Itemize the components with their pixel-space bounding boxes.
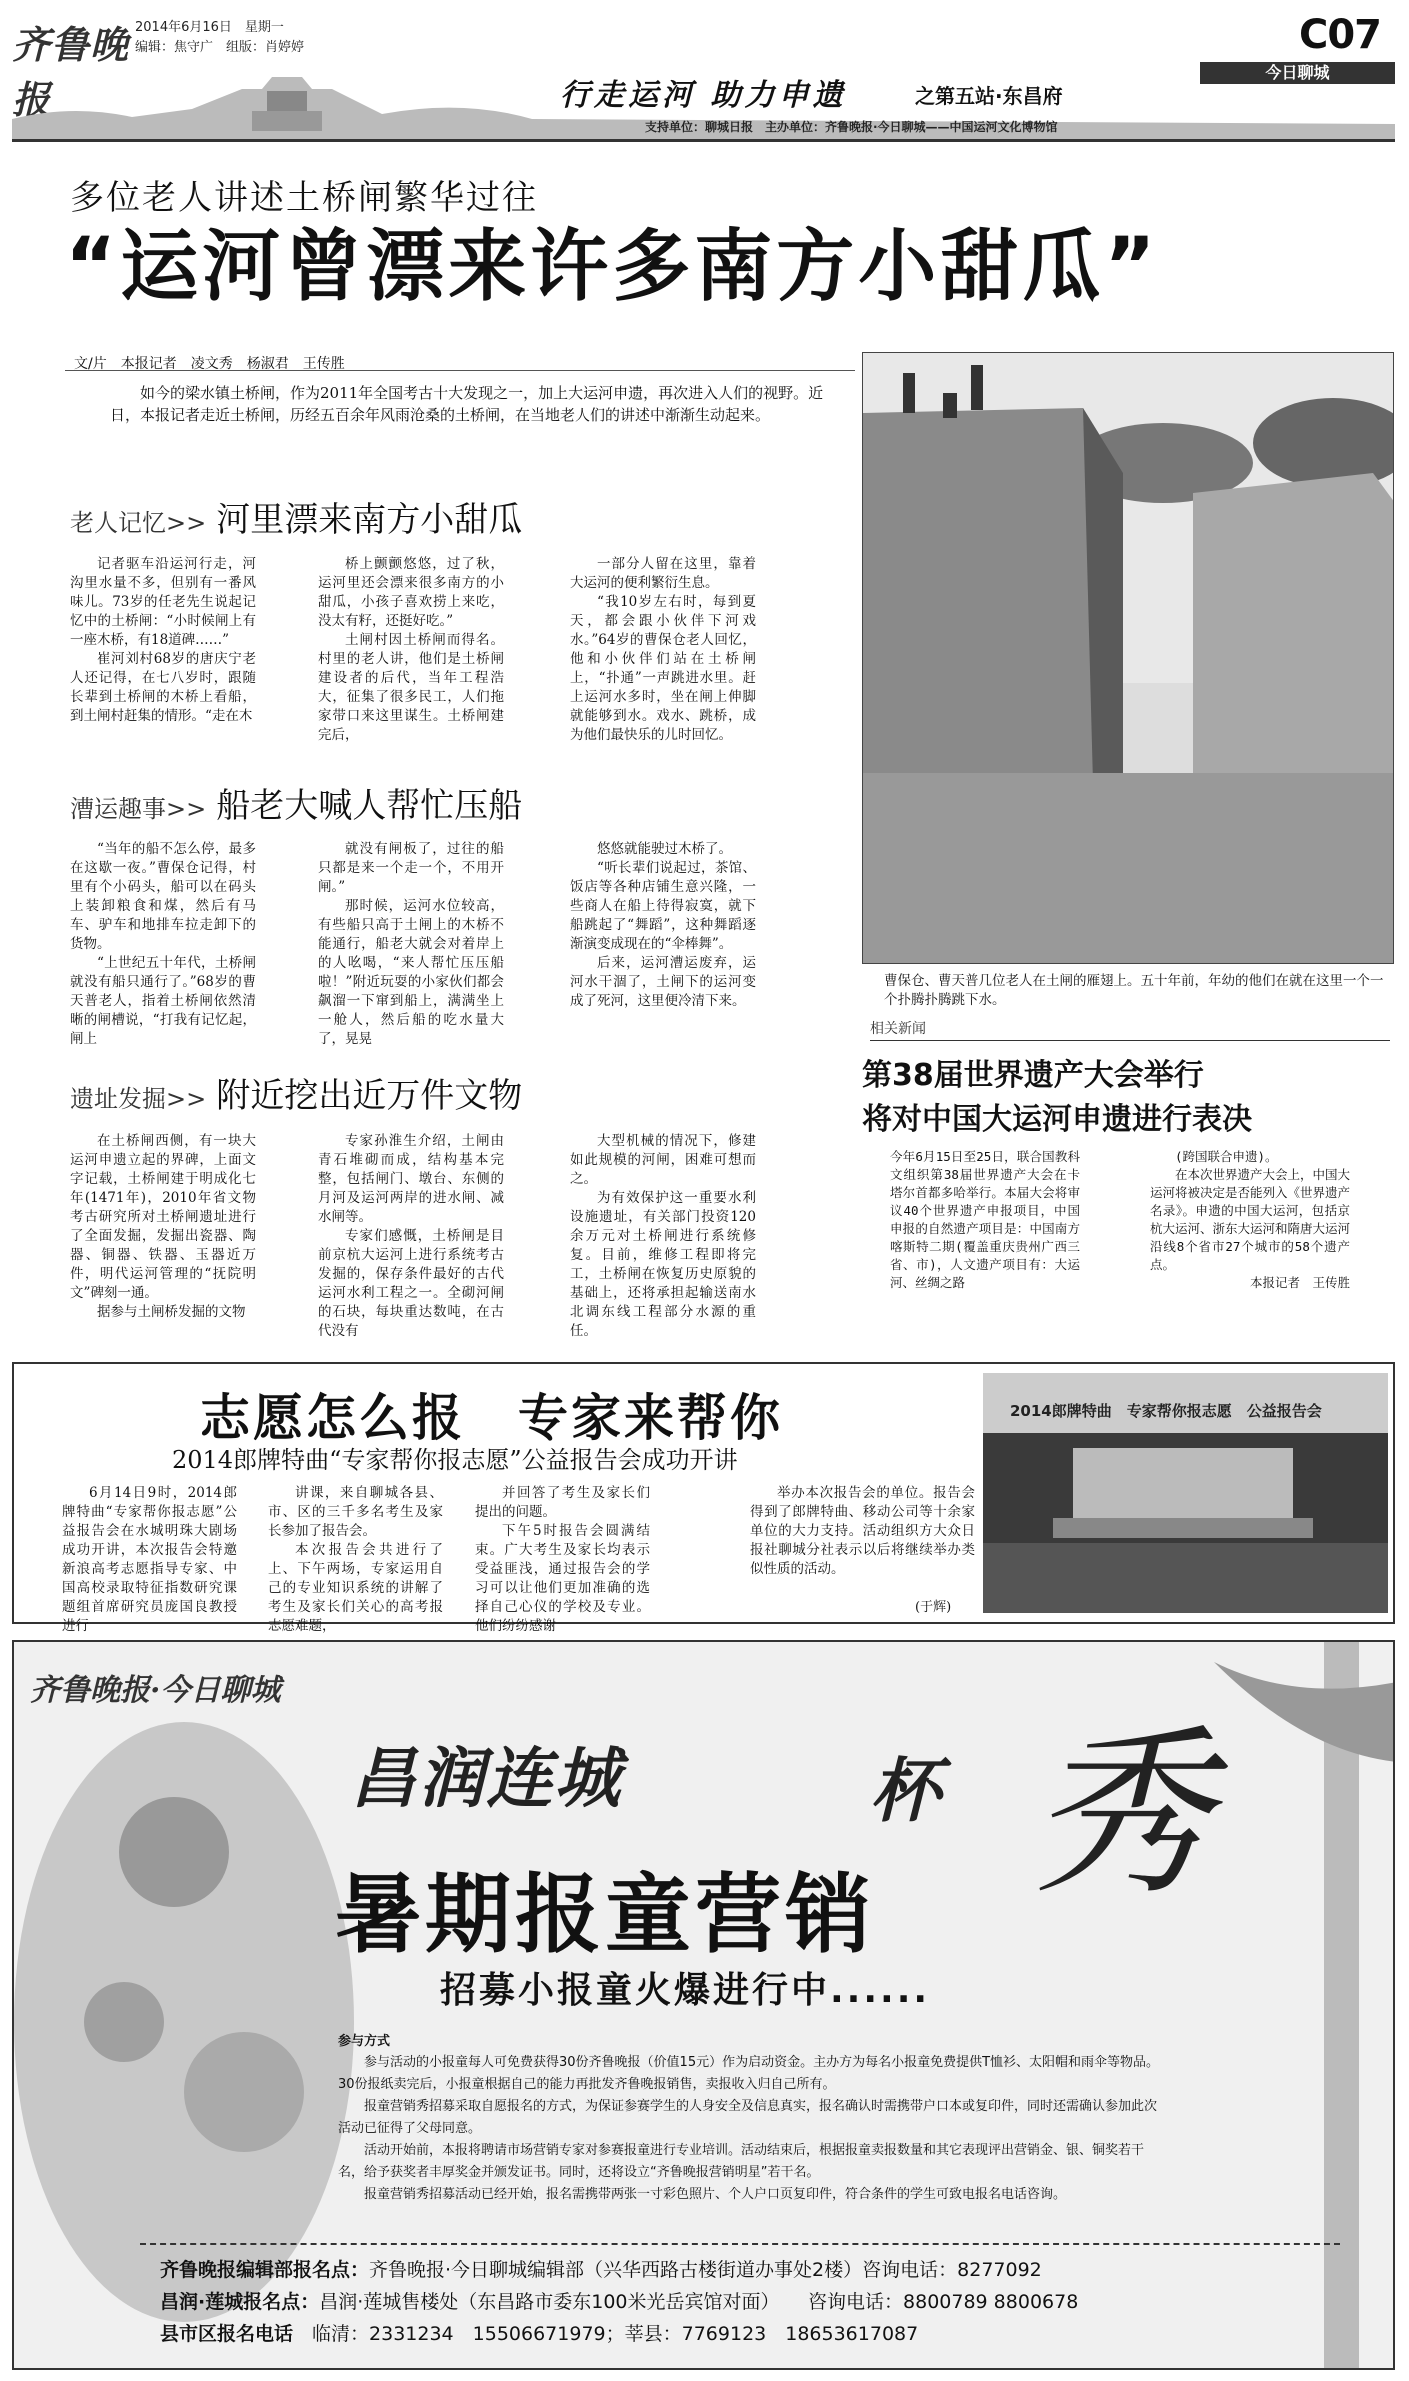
ad-rules-title: 参与方式 xyxy=(338,2034,391,2049)
paragraph: 据参与土闸桥发掘的文物 xyxy=(97,1304,246,1320)
ad-contact-label: 县市区报名电话 xyxy=(160,2323,294,2345)
volunteer-column: 举办本次报告会的单位。报告会得到了郎牌特曲、移动公司等十余家单位的大力支持。活动组织方大众日报社聊城分社表示以后将继续举办类似性质的活动。 xyxy=(750,1485,975,1577)
paragraph: 在本次世界遗产大会上，中国大运河将被决定是否能列入《世界遗产名录》。申遗的中国大运河，包括京杭大运河、浙东大运河和隋唐大运河沿线8个省市27个城市的58个遗产点。 xyxy=(1150,1167,1351,1272)
ad-contact xyxy=(160,2255,1042,2282)
related-news-tag: 相关新闻 xyxy=(870,1018,1390,1041)
ad-contact-text: 昌润·莲城售楼处（东昌路市委东100米光岳宾馆对面） 咨询电话：8800789 8800678 xyxy=(319,2291,1079,2313)
section-heading xyxy=(70,778,522,827)
related-column: 今年6月15日至25日，联合国教科文组织第38届世界遗产大会在卡塔尔首都多哈举行。本届大会将审议40个世界遗产申报项目，中国申报的自然遗产项目是：中国南方喀斯特二期(覆盖重庆贵州广西三省、市)，人文遗产项目有：大运河、丝绸之路 xyxy=(890,1149,1080,1290)
paragraph: 悠悠就能驶过木桥了。 xyxy=(597,841,732,857)
related-reporter: 本报记者 王传胜 xyxy=(1249,1275,1350,1290)
paragraph: 记者驱车沿运河行走，河沟里水量不多，但别有一番风味儿。73岁的任老先生说起记忆中的土桥闸：“小时候闸上有一座木桥，有18道碑……” xyxy=(70,556,256,648)
ad-cup-label: 杯 xyxy=(870,1749,940,1832)
paragraph: “当年的船不怎么停，最多在这歇一夜。”曹保仓记得，村里有个小码头，船可以在码头上装卸粮食和煤，然后有马车、驴车和地排车拉走卸下的货物。 xyxy=(70,841,256,952)
ad-cup-name: 昌润连城 xyxy=(350,1739,622,1817)
text-column xyxy=(570,555,756,745)
ad-brand: 齐鲁晚报·今日聊城 xyxy=(30,1673,281,1708)
article-lead: 如今的梁水镇土桥闸，作为2011年全国考古十大发现之一，加上大运河申遗，再次进入人们的视野。近日，本报记者走近土桥闸，历经五百余年风雨沧桑的土桥闸，在当地老人们的讲述中渐渐生动起来。 xyxy=(110,384,824,424)
paragraph: 后来，运河漕运废弃，运河水干涸了，土闸下的运河变成了死河，这里便冷清下来。 xyxy=(570,955,756,1009)
banner-subtitle: 之第五站·东昌府 xyxy=(915,84,1063,108)
photo-caption: 曹保仓、曹天普几位老人在土闸的雁翅上。五十年前，年幼的他们在就在这里一个一个扑腾扑腾跳下水。 xyxy=(884,973,1384,1008)
paragraph: 讲课，来自聊城各县、市、区的三千多名考生及家长参加了报告会。 xyxy=(268,1485,443,1539)
paragraph: 土闸村因土桥闸而得名。村里的老人讲，他们是土桥闸建设者的后代，当年工程浩大，征集了很多民工，人们拖家带口来这里谋生。土桥闸建完后， xyxy=(318,632,504,743)
ad-rules xyxy=(338,2052,1168,2206)
ad-calligraphy: 秀 xyxy=(1030,1710,1211,1919)
article-headline: “运河曾漂来许多南方小甜瓜” xyxy=(65,222,1160,312)
lecture-photo-banner: 2014郎牌特曲 专家帮你报志愿 公益报告会 xyxy=(1010,1402,1322,1420)
ad-contact xyxy=(160,2319,918,2346)
section-heading xyxy=(70,492,522,541)
related-column-text xyxy=(1150,1148,1350,1274)
related-title: 将对中国大运河申遗进行表决 xyxy=(862,1102,1252,1137)
paragraph: “上世纪五十年代，土桥闸就没有船只通行了。”68岁的曹天普老人，指着土桥闸依然清晰的闸槽说，“打我有记忆起，闸上 xyxy=(70,955,256,1047)
page-number: C07 xyxy=(1298,12,1381,58)
paragraph: “听长辈们说起过，茶馆、饭店等各种店铺生意兴隆，一些商人在船上待得寂寞，就下船跳起了“舞蹈”，这种舞蹈逐渐演变成现在的“伞棒舞”。 xyxy=(570,860,756,952)
volunteer-credit: (于辉) xyxy=(915,1600,952,1615)
section-label: 老人记忆>> xyxy=(70,509,207,537)
paragraph: 大型机械的情况下，修建如此规模的河闸，困难可想而之。 xyxy=(570,1133,756,1187)
section-title: 河里漂来南方小甜瓜 xyxy=(216,500,523,540)
paragraph: 崔河刘村68岁的唐庆宁老人还记得，在七八岁时，跟随长辈到土桥闸的木桥上看船，到土闸村赶集的情形。“走在木 xyxy=(70,651,256,724)
paragraph: 在土桥闸西侧，有一块大运河申遗立起的界碑，上面文字记载，土桥闸建于明成化七年(1471年)，2010年省文物考古研究所对土桥闸遗址进行了全面发掘，发掘出瓷器、陶器、铜器、铁器、玉器近万件，明代运河管理的“抚院明文”碑刻一通。 xyxy=(70,1133,256,1301)
text-column xyxy=(570,1132,756,1341)
page-meta xyxy=(135,18,304,58)
page-editors: 编辑：焦守广 组版：肖婷婷 xyxy=(135,40,305,55)
volunteer-column xyxy=(268,1484,443,1636)
ad-contact-label: 齐鲁晚报编辑部报名点： xyxy=(160,2259,370,2281)
banner-title: 行走运河 助力申遗 xyxy=(560,78,847,113)
text-column xyxy=(318,840,504,1049)
section-heading xyxy=(70,1068,522,1117)
lock-photo-image xyxy=(863,353,1394,964)
paragraph: (跨国联合申遗)。 xyxy=(1175,1149,1278,1164)
related-title: 第38届世界遗产大会举行 xyxy=(862,1058,1204,1093)
paragraph: “我10岁左右时，每到夏天，都会跟小伙伴下河戏水。”64岁的曹保仓老人回忆，他和小伙伴们站在土桥闸上，“扑通”一声跳进水里。赶上运河水多时，坐在闸上伸脚就能够到水。戏水、跳桥，成为他们最快乐的儿时回忆。 xyxy=(570,594,756,743)
section-title: 附近挖出近万件文物 xyxy=(216,1076,523,1116)
section-label: 今日聊城 xyxy=(1200,62,1395,84)
ad-rule: 参与活动的小报童每人可免费获得30份齐鲁晚报（价值15元）作为启动资金。主办方为每名小报童免费提供T恤衫、太阳帽和雨伞等物品。30份报纸卖完后，小报童根据自己的能力再批发齐鲁晚报销售，卖报收入归自己所有。 xyxy=(338,2055,1160,2092)
ad-subheadline: 招募小报童火爆进行中...... xyxy=(440,1970,931,2011)
lock-photo xyxy=(862,352,1394,964)
ad-rule: 活动开始前，本报将聘请市场营销专家对参赛报童进行专业培训。活动结束后，根据报童卖报数量和其它表现评出营销金、银、铜奖若干名，给予获奖者丰厚奖金并颁发证书。同时，还将设立“齐鲁晚报营销明星”若干名。 xyxy=(338,2143,1145,2180)
paragraph: 为有效保护这一重要水利设施遗址，有关部门投资120余万元对土桥闸进行系统修复。目前，维修工程即将完工，土桥闸在恢复历史原貌的基础上，还将承担起输送南水北调东线工程部分水源的重任。 xyxy=(570,1190,756,1339)
text-column xyxy=(70,555,256,726)
paragraph: 并回答了考生及家长们提出的问题。 xyxy=(475,1485,650,1520)
ad-contact-text: 临清：2331234 15506671979；莘县：7769123 18653617087 xyxy=(312,2323,919,2345)
ad-contact-label: 昌润·莲城报名点： xyxy=(160,2291,320,2313)
divider xyxy=(65,370,855,371)
volunteer-column xyxy=(475,1484,650,1636)
text-column xyxy=(318,1132,504,1341)
ad-contact-text: 齐鲁晚报·今日聊城编辑部（兴华西路古楼街道办事处2楼）咨询电话：8277092 xyxy=(369,2259,1042,2281)
text-column xyxy=(318,555,504,745)
article-kicker: 多位老人讲述土桥闸繁华过往 xyxy=(70,178,538,218)
ad-headline: 暑期报童营销 xyxy=(335,1865,875,1965)
article-byline: 文/片 本报记者 凌文秀 杨淑君 王传胜 xyxy=(74,356,345,372)
text-column xyxy=(70,840,256,1049)
paragraph: 下午5时报告会圆满结束。广大考生及家长均表示受益匪浅，通过报告会的学习可以让他们更加准确的选择自己心仪的学校及专业。他们纷纷感谢 xyxy=(475,1523,650,1634)
masthead: 齐鲁晚报 xyxy=(12,22,130,122)
ad-rule: 报童营销秀招募采取自愿报名的方式，为保证参赛学生的人身安全及信息真实，报名确认时需携带户口本或复印件，同时还需确认参加此次活动已征得了父母同意。 xyxy=(338,2099,1158,2136)
page-date: 2014年6月16日 星期一 xyxy=(135,20,284,35)
section-title: 船老大喊人帮忙压船 xyxy=(216,786,523,826)
paragraph: 一部分人留在这里，靠着大运河的便利繁衍生息。 xyxy=(570,556,756,591)
section-label: 遗址发掘>> xyxy=(70,1085,207,1113)
volunteer-title: 志愿怎么报 专家来帮你 xyxy=(200,1389,783,1447)
paragraph: 专家们感慨，土桥闸是目前京杭大运河上进行系统考古发掘的，保存条件最好的古代运河水利工程之一。全砌河闸的石块，每块重达数吨，在古代没有 xyxy=(318,1228,504,1339)
ad-contact xyxy=(160,2287,1078,2314)
paragraph: 专家孙淮生介绍，土闸由青石堆砌而成，结构基本完整，包括闸门、墩台、东侧的月河及运河两岸的进水闸、减水闸等。 xyxy=(318,1133,504,1225)
paragraph: 就没有闸板了，过往的船只都是来一个走一个，不用开闸。” xyxy=(318,841,504,895)
banner-sponsors: 支持单位：聊城日报 主办单位：齐鲁晚报·今日聊城——中国运河文化博物馆 xyxy=(645,120,1058,134)
ad-rule: 报童营销秀招募活动已经开始，报名需携带两张一寸彩色照片、个人户口页复印件，符合条件的学生可致电报名电话咨询。 xyxy=(364,2187,1067,2202)
paragraph: 本次报告会共进行了上、下午两场，专家运用自己的专业知识系统的讲解了考生及家长们关心的高考报志愿难题， xyxy=(268,1542,443,1634)
text-column xyxy=(70,1132,256,1322)
related-column xyxy=(1150,1148,1350,1292)
divider xyxy=(140,2243,1340,2245)
volunteer-subtitle: 2014郎牌特曲“专家帮你报志愿”公益报告会成功开讲 xyxy=(172,1446,738,1474)
volunteer-column: 6月14日9时，2014郎牌特曲“专家帮你报志愿”公益报告会在水城明珠大剧场成功开讲，本次报告会特邀新浪高考志愿指导专家、中国高校录取特征指数研究课题组首席研究员庞国良教授进行 xyxy=(62,1485,237,1634)
paragraph: 桥上颤颤悠悠，过了秋，运河里还会漂来很多南方的小甜瓜，小孩子喜欢捞上来吃，没太有籽，还挺好吃。” xyxy=(318,556,504,629)
paragraph: 那时候，运河水位较高，有些船只高于土闸上的木桥不能通行，船老大就会对着岸上的人吆喝，“来人帮忙压压船啦！”附近玩耍的小家伙们都会飙溜一下窜到船上，满满坐上一舱人，然后船的吃水量大了，晃晃 xyxy=(318,898,504,1047)
text-column xyxy=(570,840,756,1011)
section-label: 漕运趣事>> xyxy=(70,795,207,823)
